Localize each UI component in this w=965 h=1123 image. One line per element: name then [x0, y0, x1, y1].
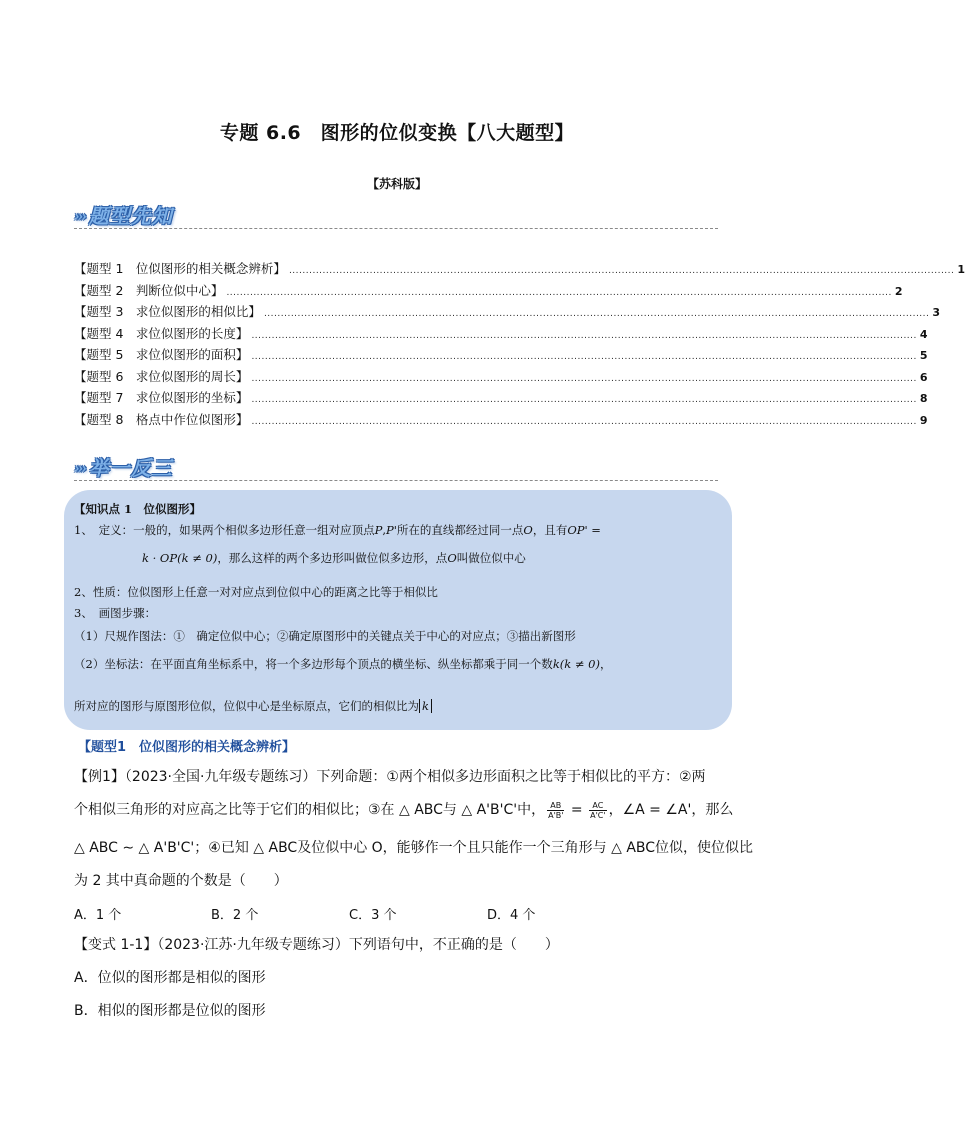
toc-item[interactable]: 【题型 6 求位似图形的周长】 ...................................................................................................................................................................................................... 6	[74, 368, 928, 384]
example-line-1: 【例1】（2023·全国·九年级专题练习）下列命题：①两个相似多边形面积之比等于相似比的平方：②两	[74, 769, 706, 785]
knowledge-title: 【知识点 1 位似图形】	[74, 502, 202, 516]
step-coordinate-cont: 所对应的图形与原图形位似，位似中心是坐标原点，它们的相似比为 k	[74, 698, 432, 714]
arrows-icon: ›››	[74, 461, 85, 477]
banner-question-types	[74, 200, 173, 230]
knowledge-box	[64, 490, 732, 730]
property-line: 2、性质：位似图形上任意一对对应点到位似中心的距离之比等于相似比	[74, 585, 438, 599]
toc-item[interactable]: 【题型 3 求位似图形的相似比】 ...................................................................................................................................................................................................... 3	[74, 304, 941, 319]
variant-option-b[interactable]: B．相似的图形都是位似的图形	[74, 1003, 266, 1019]
toc-item[interactable]: 【题型 7 求位似图形的坐标】 ...................................................................................................................................................................................................... 8	[74, 390, 928, 405]
step-coordinate: （2）坐标法：在平面直角坐标系中，将一个多边形每个顶点的横坐标、纵坐标都乘于同一个数k(k ≠ 0)，	[74, 657, 612, 671]
page-title: 专题 6.6 图形的位似变换【八大题型】	[219, 122, 575, 144]
edition-label: 【苏科版】	[366, 177, 427, 191]
example-line-2: 个相似三角形的对应高之比等于它们的相似比；③在 △ ABC与 △ A'B'C'中， $\frac{AB}{A'B'}$ = $\frac{AC}{A'C'}$ ，∠A = ∠A'，那么	[74, 800, 734, 820]
definition-line-2: k · OP(k ≠ 0)，那么这样的两个多边形叫做位似多边形，点O叫做位似中心	[142, 551, 526, 565]
fraction: $\frac{AC}{A'C'}$	[590, 800, 606, 820]
example-line-4: 为 2 其中真命题的个数是（ ）	[74, 873, 288, 889]
toc-item[interactable]: 【题型 1 位似图形的相关概念辨析】 ...................................................................................................................................................................................................... 1	[74, 261, 965, 276]
toc-item[interactable]: 【题型 2 判断位似中心】 ...................................................................................................................................................................................................... 2	[74, 282, 903, 298]
toc-item[interactable]: 【题型 8 格点中作位似图形】 ...................................................................................................................................................................................................... 9	[74, 411, 928, 427]
option-b[interactable]: B．2 个	[211, 908, 259, 923]
definition-line-1: 1、 定义：一般的，如果两个相似多边形任意一组对应顶点P,P'所在的直线都经过同一点O，且有OP' =	[74, 523, 601, 537]
toc-item[interactable]: 【题型 4 求位似图形的长度】 ...................................................................................................................................................................................................... 4	[74, 325, 928, 341]
option-d[interactable]: D．4 个	[487, 908, 536, 923]
toc-item[interactable]: 【题型 5 求位似图形的面积】 ...................................................................................................................................................................................................... 5	[74, 347, 928, 362]
banner-examples	[74, 452, 173, 482]
step-compass: （1）尺规作图法：① 确定位似中心；②确定原图形中的关键点关于中心的对应点；③描出新图形	[74, 629, 576, 643]
variant-title: 【变式 1-1】（2023·江苏·九年级专题练习）下列语句中，不正确的是（ ）	[74, 937, 559, 953]
variant-option-a[interactable]: A．位似的图形都是相似的图形	[74, 970, 266, 986]
table-of-contents	[74, 259, 965, 431]
option-a[interactable]: A．1 个	[74, 908, 122, 923]
banner-text: 题型先知	[88, 204, 173, 228]
divider	[74, 480, 718, 481]
steps-heading: 3、 画图步骤：	[74, 606, 157, 620]
arrows-icon: ›››	[74, 209, 85, 225]
divider	[74, 228, 718, 229]
section-title: 【题型1 位似图形的相关概念辨析】	[78, 740, 296, 755]
option-c[interactable]: C．3 个	[349, 908, 397, 923]
banner-text: 举一反三	[88, 456, 173, 480]
fraction: $\frac{AB}{A'B'}$	[548, 800, 564, 820]
example-line-3: △ ABC ∼ △ A'B'C'；④已知 △ ABC及位似中心 O，能够作一个且只能作一个三角形与 △ ABC位似，使位似比	[74, 840, 754, 856]
